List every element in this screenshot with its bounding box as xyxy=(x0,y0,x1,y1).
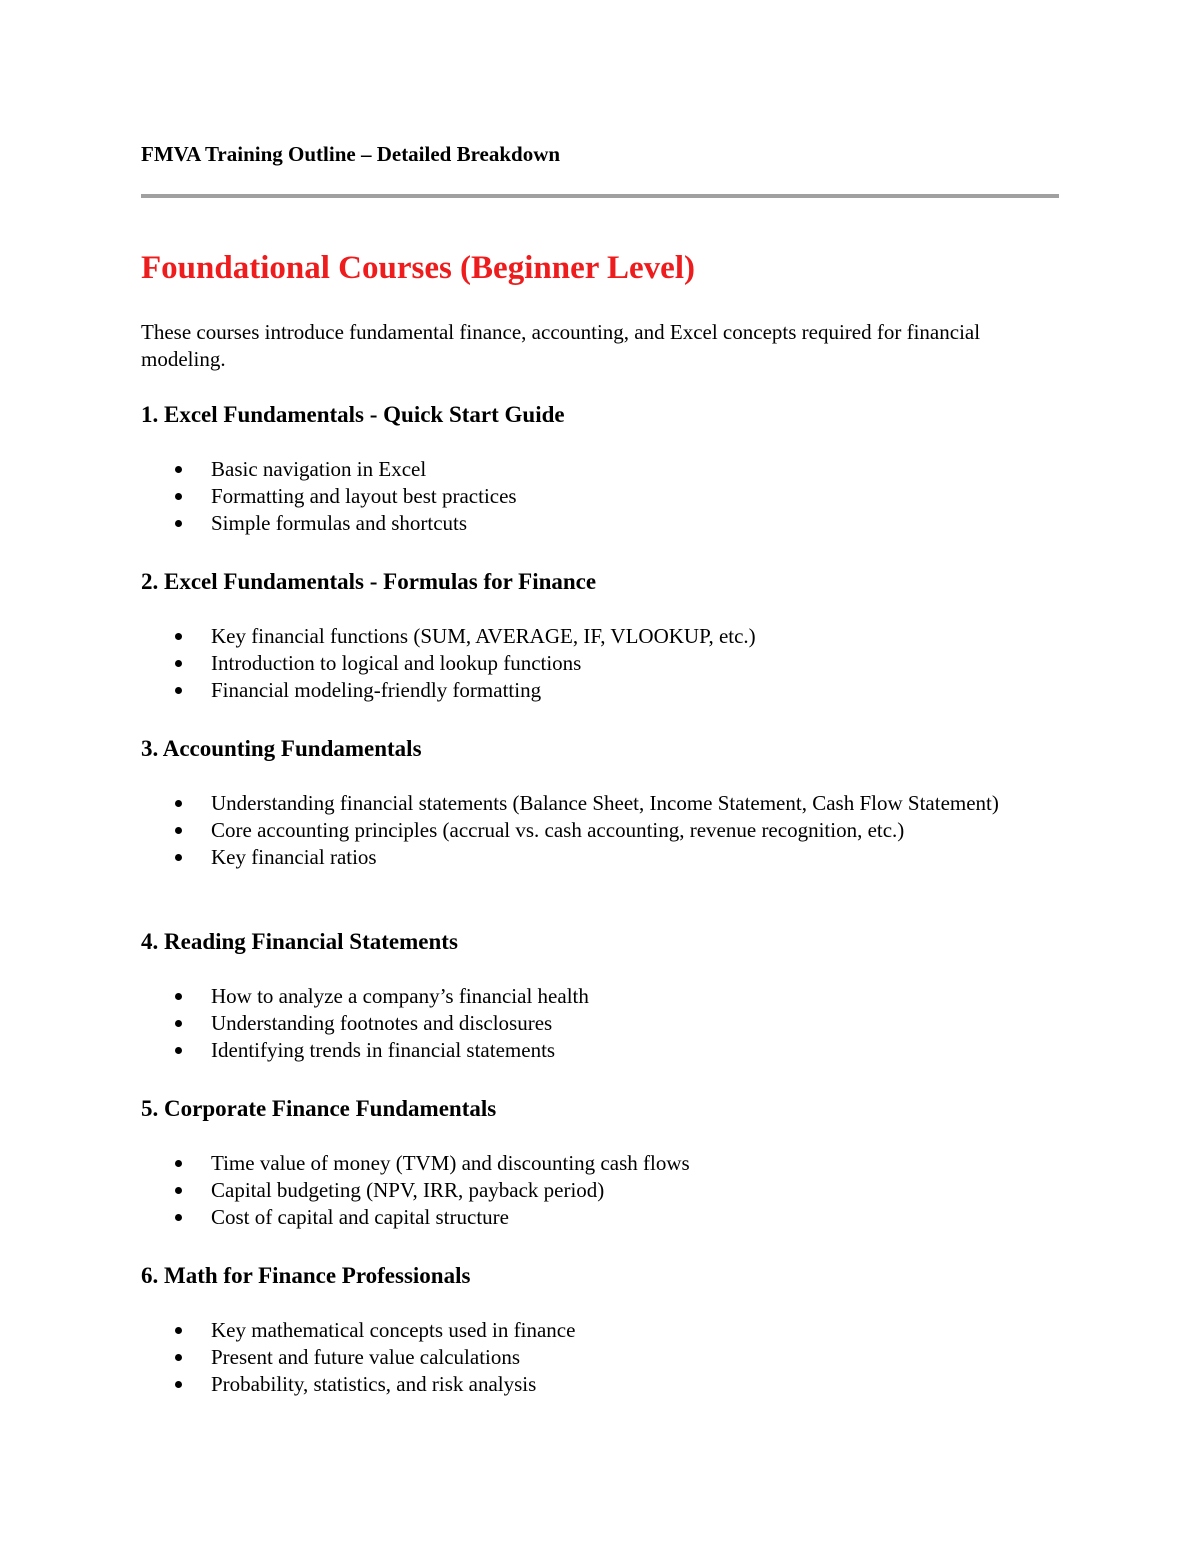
bullet-list xyxy=(141,623,1061,704)
bullet-list xyxy=(141,1150,1061,1231)
section-title: 1. Excel Fundamentals - Quick Start Guide xyxy=(141,402,565,427)
list-item xyxy=(141,456,1011,483)
list-item-text: Key mathematical concepts used in finance xyxy=(211,1318,576,1342)
section-title: 4. Reading Financial Statements xyxy=(141,929,458,954)
list-item-text: Simple formulas and shortcuts xyxy=(211,511,468,535)
bullet-icon xyxy=(175,687,182,694)
list-item xyxy=(141,1317,1011,1344)
bullet-list xyxy=(141,983,1061,1064)
horizontal-rule xyxy=(141,194,1059,198)
bullet-icon xyxy=(175,520,182,527)
list-item xyxy=(141,1177,1011,1204)
course-section xyxy=(141,928,1061,1064)
list-item xyxy=(141,983,1011,1010)
list-item xyxy=(141,1037,1011,1064)
intro-paragraph: These courses introduce fundamental finance, accounting, and Excel concepts required for financial modeling. xyxy=(141,320,981,371)
course-section xyxy=(141,735,1061,871)
list-item-text: Financial modeling-friendly formatting xyxy=(211,678,542,702)
list-item xyxy=(141,844,1011,871)
section-title: 5. Corporate Finance Fundamentals xyxy=(141,1096,497,1121)
bullet-icon xyxy=(175,1327,182,1334)
list-item xyxy=(141,677,1011,704)
list-item xyxy=(141,1344,1011,1371)
list-item-text: Understanding footnotes and disclosures xyxy=(211,1011,553,1035)
course-section xyxy=(141,1262,1061,1398)
list-item xyxy=(141,510,1011,537)
course-section xyxy=(141,568,1061,704)
bullet-icon xyxy=(175,1381,182,1388)
list-item-text: Introduction to logical and lookup functions xyxy=(211,651,582,675)
bullet-list xyxy=(141,456,1061,537)
list-item-text: Formatting and layout best practices xyxy=(211,484,517,508)
bullet-icon xyxy=(175,827,182,834)
list-item-text: Understanding financial statements (Balance Sheet, Income Statement, Cash Flow Statement) xyxy=(211,791,999,815)
list-item-text: Key financial functions (SUM, AVERAGE, IF, VLOOKUP, etc.) xyxy=(211,624,756,648)
bullet-icon xyxy=(175,1354,182,1361)
list-item-text: Probability, statistics, and risk analysis xyxy=(211,1372,537,1396)
list-item xyxy=(141,650,1011,677)
list-item xyxy=(141,817,1011,844)
bullet-icon xyxy=(175,1020,182,1027)
bullet-icon xyxy=(175,633,182,640)
bullet-icon xyxy=(175,800,182,807)
bullet-icon xyxy=(175,1214,182,1221)
list-item-text: Identifying trends in financial statements xyxy=(211,1038,556,1062)
list-item-text: Capital budgeting (NPV, IRR, payback period) xyxy=(211,1178,605,1202)
list-item xyxy=(141,1150,1011,1177)
section-title: 2. Excel Fundamentals - Formulas for Finance xyxy=(141,569,597,594)
bullet-icon xyxy=(175,466,182,473)
document-title: FMVA Training Outline – Detailed Breakdown xyxy=(141,142,561,166)
bullet-icon xyxy=(175,660,182,667)
bullet-icon xyxy=(175,1160,182,1167)
list-item-text: Key financial ratios xyxy=(211,845,377,869)
list-item xyxy=(141,483,1011,510)
section-title: 3. Accounting Fundamentals xyxy=(141,736,422,761)
list-item xyxy=(141,1010,1011,1037)
course-section xyxy=(141,1095,1061,1231)
course-section xyxy=(141,401,1061,537)
list-item-text: Cost of capital and capital structure xyxy=(211,1205,509,1229)
bullet-list xyxy=(141,790,1061,871)
list-item xyxy=(141,790,1011,817)
list-item xyxy=(141,623,1011,650)
bullet-icon xyxy=(175,993,182,1000)
list-item xyxy=(141,1371,1011,1398)
bullet-icon xyxy=(175,1187,182,1194)
list-item-text: Basic navigation in Excel xyxy=(211,457,427,481)
bullet-icon xyxy=(175,493,182,500)
bullet-icon xyxy=(175,854,182,861)
list-item-text: Core accounting principles (accrual vs. cash accounting, revenue recognition, etc.) xyxy=(211,818,905,842)
list-item-text: How to analyze a company’s financial health xyxy=(211,984,589,1008)
list-item-text: Present and future value calculations xyxy=(211,1345,521,1369)
bullet-list xyxy=(141,1317,1061,1398)
page-heading: Foundational Courses (Beginner Level) xyxy=(141,250,695,286)
list-item-text: Time value of money (TVM) and discounting cash flows xyxy=(211,1151,690,1175)
list-item xyxy=(141,1204,1011,1231)
section-title: 6. Math for Finance Professionals xyxy=(141,1263,471,1288)
bullet-icon xyxy=(175,1047,182,1054)
